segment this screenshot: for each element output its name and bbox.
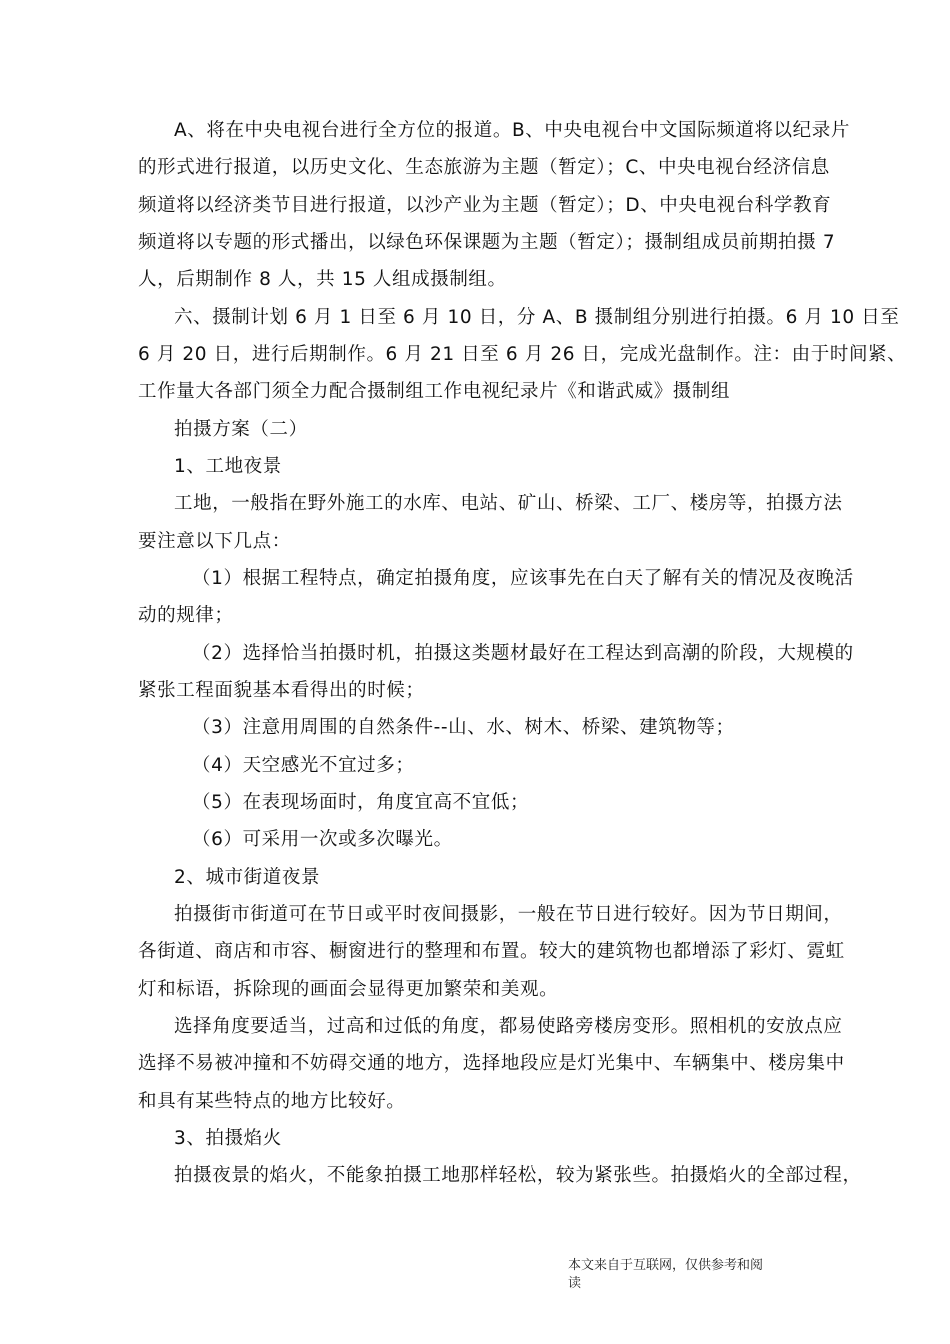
text-line: 6 月 20 日，进行后期制作。6 月 21 日至 6 月 26 日，完成光盘制作。注：由于时间紧、 (138, 344, 907, 365)
text-line: 选择角度要适当，过高和过低的角度，都易使路旁楼房变形。照相机的安放点应 (174, 1016, 843, 1037)
text-line: 动的规律； (138, 605, 234, 626)
list-item: （2）选择恰当拍摄时机，拍摄这类题材最好在工程达到高潮的阶段，大规模的 (192, 643, 854, 664)
text-line: 灯和标语，拆除现的画面会显得更加繁荣和美观。 (138, 979, 559, 1000)
text-line: 人，后期制作 8 人，共 15 人组成摄制组。 (138, 269, 507, 290)
text-line: 频道将以专题的形式播出，以绿色环保课题为主题（暂定）；摄制组成员前期拍摄 7 (138, 232, 836, 253)
text-line: 六、摄制计划 6 月 1 日至 6 月 10 日，分 A、B 摄制组分别进行拍摄。6 月 10 日至 (174, 307, 900, 328)
text-line: 频道将以经济类节目进行报道，以沙产业为主题（暂定）；D、中央电视台科学教育 (138, 195, 832, 216)
list-item: （5）在表现场面时，角度宜高不宜低； (192, 792, 530, 813)
section-heading: 2、城市街道夜景 (174, 867, 321, 888)
text-line: 选择不易被冲撞和不妨碍交通的地方，选择地段应是灯光集中、车辆集中、楼房集中 (138, 1053, 845, 1074)
list-item: （1）根据工程特点，确定拍摄角度，应该事先在白天了解有关的情况及夜晚活 (192, 568, 854, 589)
text-line: 和具有某些特点的地方比较好。 (138, 1091, 406, 1112)
text-line: 要注意以下几点： (138, 531, 291, 552)
list-item: （3）注意用周围的自然条件--山、水、树木、桥梁、建筑物等； (192, 717, 735, 738)
text-line: 工作量大各部门须全力配合摄制组工作电视纪录片《和谐武威》摄制组 (138, 381, 731, 402)
text-line: 紧张工程面貌基本看得出的时候； (138, 680, 425, 701)
section-heading: 1、工地夜景 (174, 456, 282, 477)
text-line: 各街道、商店和市容、橱窗进行的整理和布置。较大的建筑物也都增添了彩灯、霓虹 (138, 941, 845, 962)
footer-note: 读 (568, 1276, 582, 1291)
text-line: 拍摄夜景的焰火，不能象拍摄工地那样轻松，较为紧张些。拍摄焰火的全部过程， (174, 1165, 862, 1186)
text-line: 的形式进行报道，以历史文化、生态旅游为主题（暂定）；C、中央电视台经济信息 (138, 157, 830, 178)
section-heading: 拍摄方案（二） (174, 419, 308, 440)
list-item: （4）天空感光不宜过多； (192, 755, 415, 776)
text-line: A、将在中央电视台进行全方位的报道。B、中央电视台中文国际频道将以纪录片 (174, 120, 850, 141)
list-item: （6）可采用一次或多次曝光。 (192, 829, 453, 850)
text-line: 工地，一般指在野外施工的水库、电站、矿山、桥梁、工厂、楼房等，拍摄方法 (174, 493, 843, 514)
text-line: 拍摄街市街道可在节日或平时夜间摄影，一般在节日进行较好。因为节日期间， (174, 904, 843, 925)
footer-note: 本文来自于互联网，仅供参考和阅 (568, 1258, 764, 1273)
section-heading: 3、拍摄焰火 (174, 1128, 282, 1149)
